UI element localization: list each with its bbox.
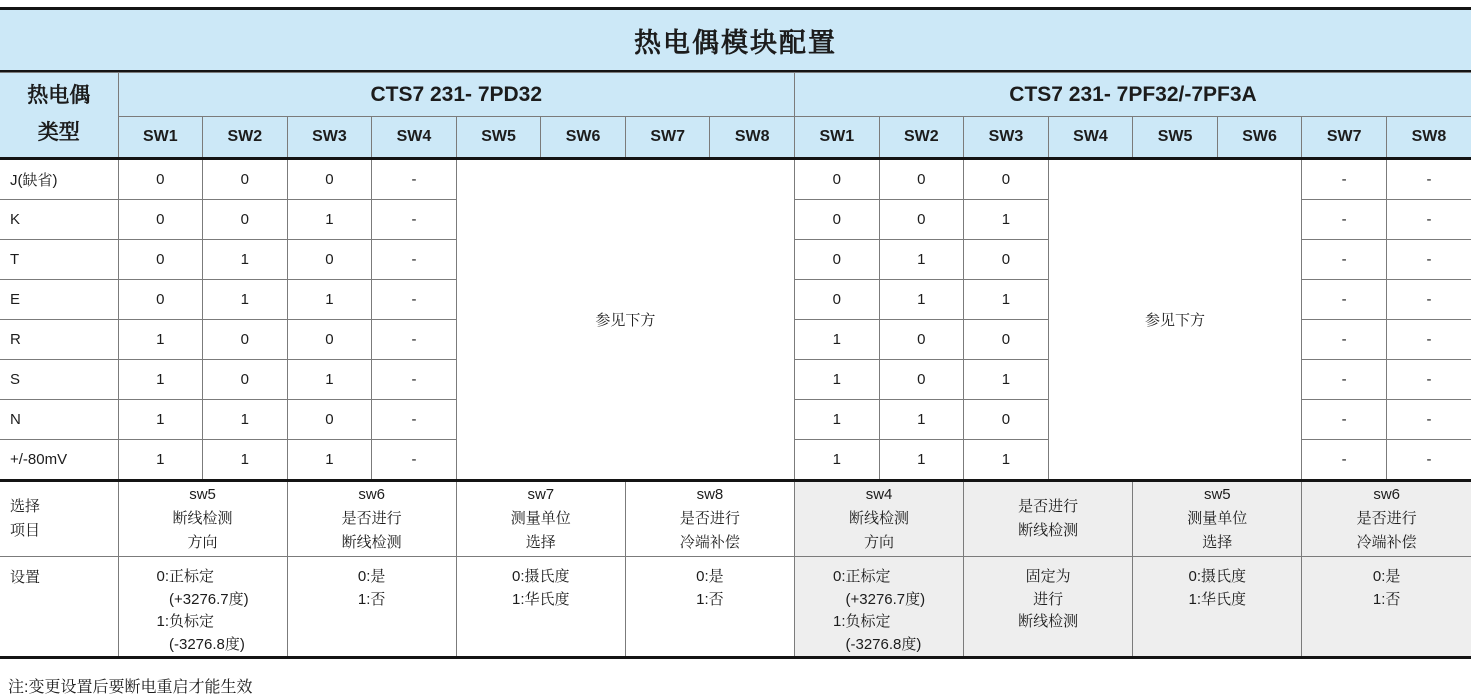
bit-cell: 1: [879, 280, 964, 320]
bit-cell: 0: [203, 159, 288, 200]
bit-cell: 0: [118, 200, 203, 240]
settings-value-text: 0:是 1:否: [696, 566, 724, 611]
sw-header-pd32-5: SW5: [456, 117, 541, 159]
table-row: [0, 159, 1471, 200]
type-column-header: 热电偶 类型: [0, 73, 118, 159]
settings-value-cell: [625, 557, 794, 658]
bit-cell: 1: [287, 440, 372, 481]
bit-cell: 1: [795, 400, 880, 440]
dash-cell: -: [372, 280, 457, 320]
dash-cell: -: [1386, 280, 1471, 320]
dash-cell: -: [372, 159, 457, 200]
bit-cell: 1: [795, 320, 880, 360]
dash-cell: -: [1302, 360, 1387, 400]
row-label: R: [0, 320, 118, 360]
sw-header-pd32-6: SW6: [541, 117, 626, 159]
bit-cell: 1: [795, 360, 880, 400]
bit-cell: 1: [287, 360, 372, 400]
bit-cell: 1: [118, 400, 203, 440]
bit-cell: 0: [287, 400, 372, 440]
dash-cell: -: [1386, 200, 1471, 240]
settings-value-text: 0:正标定 (+3276.7度) 1:负标定 (-3276.8度): [156, 566, 248, 656]
see-below-cell-pd32: 参见下方: [456, 159, 794, 481]
bit-cell: 1: [203, 440, 288, 481]
dash-cell: -: [372, 320, 457, 360]
settings-value-cell: [118, 557, 287, 658]
sw-header-pd32-4: SW4: [372, 117, 457, 159]
sw-header-pd32-3: SW3: [287, 117, 372, 159]
row-label: N: [0, 400, 118, 440]
selection-item-cell: sw8 是否进行 冷端补偿: [625, 481, 794, 557]
settings-row: [0, 557, 1471, 658]
dash-cell: -: [372, 200, 457, 240]
selection-item-cell: sw7 测量单位 选择: [456, 481, 625, 557]
bit-cell: 1: [287, 200, 372, 240]
selection-item-cell: sw4 断线检测 方向: [795, 481, 964, 557]
bit-cell: 0: [287, 320, 372, 360]
dash-cell: -: [372, 240, 457, 280]
bit-cell: 0: [879, 360, 964, 400]
sw-header-pf32-4: SW4: [1048, 117, 1133, 159]
bit-cell: 0: [795, 240, 880, 280]
bit-cell: 0: [203, 360, 288, 400]
bit-cell: 0: [118, 159, 203, 200]
settings-value-cell: [1133, 557, 1302, 658]
group-header-row: [0, 73, 1471, 117]
sw-header-pf32-2: SW2: [879, 117, 964, 159]
bit-cell: 1: [964, 200, 1049, 240]
settings-row-label: 设置: [0, 557, 118, 658]
sw-header-pf32-7: SW7: [1302, 117, 1387, 159]
bit-cell: 0: [287, 159, 372, 200]
bit-cell: 1: [118, 360, 203, 400]
bit-cell: 1: [287, 280, 372, 320]
bit-cell: 0: [879, 320, 964, 360]
group-header-pd32: CTS7 231- 7PD32: [118, 73, 795, 117]
group-header-pf32: CTS7 231- 7PF32/-7PF3A: [795, 73, 1471, 117]
footer-note: 注:变更设置后要断电重启才能生效: [0, 659, 1471, 697]
settings-value-cell: [287, 557, 456, 658]
table-title: 热电偶模块配置: [0, 7, 1471, 72]
bit-cell: 1: [118, 320, 203, 360]
bit-cell: 1: [964, 280, 1049, 320]
bit-cell: 1: [964, 440, 1049, 481]
dash-cell: -: [1386, 159, 1471, 200]
dash-cell: -: [1302, 200, 1387, 240]
dash-cell: -: [1386, 400, 1471, 440]
bit-cell: 0: [964, 240, 1049, 280]
sw-header-pf32-6: SW6: [1217, 117, 1302, 159]
dash-cell: -: [1386, 440, 1471, 481]
bit-cell: 0: [964, 159, 1049, 200]
bit-cell: 0: [795, 280, 880, 320]
bit-cell: 0: [287, 240, 372, 280]
selection-item-cell: sw6 是否进行 断线检测: [287, 481, 456, 557]
bit-cell: 1: [879, 400, 964, 440]
bit-cell: 1: [879, 440, 964, 481]
bit-cell: 0: [795, 159, 880, 200]
dash-cell: -: [1302, 400, 1387, 440]
bit-cell: 0: [203, 200, 288, 240]
sw-header-pf32-1: SW1: [795, 117, 880, 159]
bit-cell: 1: [203, 280, 288, 320]
selection-row-label: 选择 项目: [0, 481, 118, 557]
dash-cell: -: [1386, 360, 1471, 400]
row-label: J(缺省): [0, 159, 118, 200]
bit-cell: 1: [795, 440, 880, 481]
selection-item-cell: 是否进行 断线检测: [964, 481, 1133, 557]
table-bottom-section: [0, 481, 1471, 658]
dash-cell: -: [1302, 159, 1387, 200]
bit-cell: 0: [964, 320, 1049, 360]
bit-cell: 1: [118, 440, 203, 481]
settings-value-cell: [795, 557, 964, 658]
bit-cell: 0: [964, 400, 1049, 440]
row-label: E: [0, 280, 118, 320]
bit-cell: 1: [203, 400, 288, 440]
selection-item-cell: sw5 断线检测 方向: [118, 481, 287, 557]
bit-cell: 1: [203, 240, 288, 280]
dash-cell: -: [1386, 240, 1471, 280]
config-table: [0, 72, 1471, 659]
settings-value-cell: [456, 557, 625, 658]
bit-cell: 0: [795, 200, 880, 240]
settings-value-cell: [1302, 557, 1471, 658]
dash-cell: -: [1302, 280, 1387, 320]
settings-value-cell: 固定为 进行 断线检测: [964, 557, 1133, 658]
bit-cell: 1: [964, 360, 1049, 400]
sw-header-pf32-3: SW3: [964, 117, 1049, 159]
table-body: [0, 159, 1471, 481]
sw-header-pf32-8: SW8: [1386, 117, 1471, 159]
dash-cell: -: [1302, 320, 1387, 360]
row-label: S: [0, 360, 118, 400]
row-label: K: [0, 200, 118, 240]
dash-cell: -: [372, 440, 457, 481]
row-label: +/-80mV: [0, 440, 118, 481]
settings-value-text: 0:是 1:否: [358, 566, 386, 611]
dash-cell: -: [1302, 240, 1387, 280]
selection-item-cell: sw5 测量单位 选择: [1133, 481, 1302, 557]
settings-value-text: 0:摄氏度 1:华氏度: [512, 566, 570, 611]
row-label: T: [0, 240, 118, 280]
sw-header-pf32-5: SW5: [1133, 117, 1218, 159]
dash-cell: -: [372, 360, 457, 400]
bit-cell: 0: [118, 240, 203, 280]
sw-header-pd32-1: SW1: [118, 117, 203, 159]
see-below-cell-pf32: 参见下方: [1048, 159, 1302, 481]
bit-cell: 1: [879, 240, 964, 280]
selection-row: [0, 481, 1471, 557]
sw-header-pd32-2: SW2: [203, 117, 288, 159]
dash-cell: -: [372, 400, 457, 440]
selection-item-cell: sw6 是否进行 冷端补偿: [1302, 481, 1471, 557]
settings-value-text: 0:摄氏度 1:华氏度: [1189, 566, 1247, 611]
settings-value-text: 0:是 1:否: [1373, 566, 1401, 611]
bit-cell: 0: [118, 280, 203, 320]
sw-header-pd32-8: SW8: [710, 117, 795, 159]
bit-cell: 0: [879, 159, 964, 200]
bit-cell: 0: [203, 320, 288, 360]
bit-cell: 0: [879, 200, 964, 240]
dash-cell: -: [1386, 320, 1471, 360]
sw-header-pd32-7: SW7: [625, 117, 710, 159]
table-header: [0, 73, 1471, 159]
sw-header-row: [0, 117, 1471, 159]
dash-cell: -: [1302, 440, 1387, 481]
settings-value-text: 0:正标定 (+3276.7度) 1:负标定 (-3276.8度): [833, 566, 925, 656]
